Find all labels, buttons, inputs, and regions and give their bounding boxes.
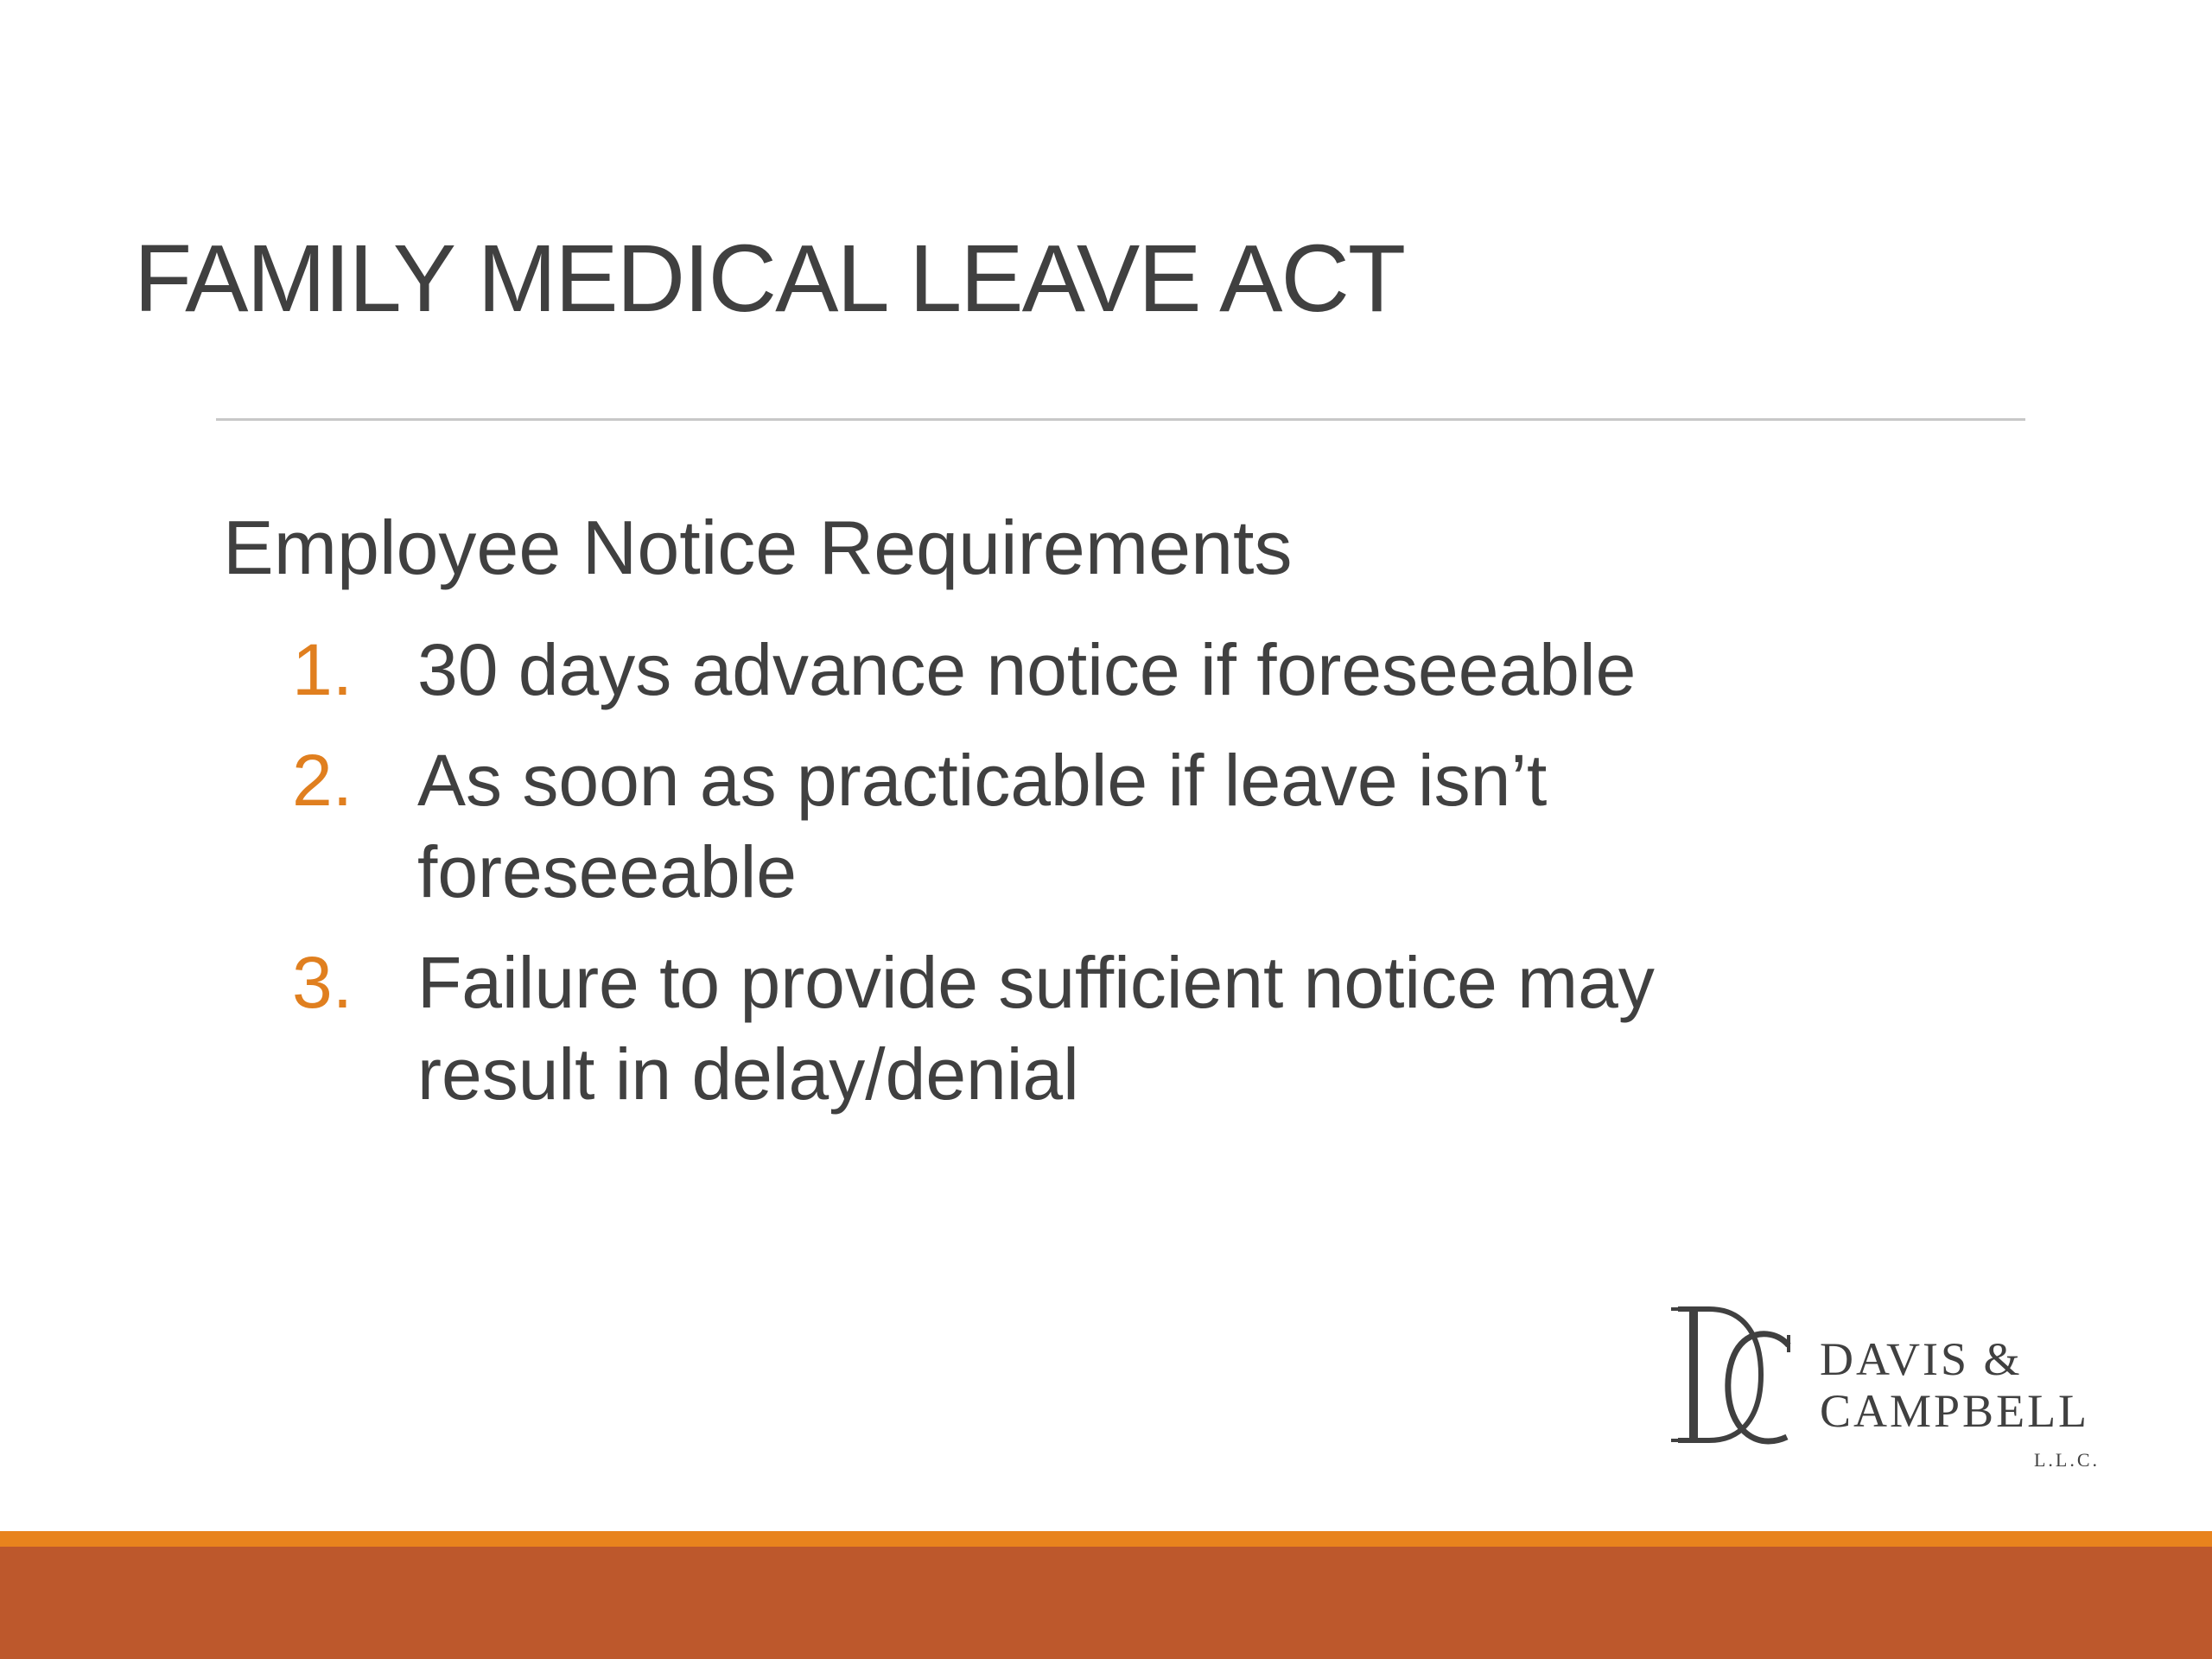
list-item-number: 2.: [292, 740, 353, 821]
slide-subheading: Employee Notice Requirements: [223, 505, 1293, 590]
firm-logo: [1668, 1300, 2100, 1473]
logo-line-2: CAMPBELL: [1820, 1385, 2090, 1437]
footer-band: [0, 1547, 2212, 1659]
list-item-text: As soon as practicable if leave isn’t foreseeable: [417, 740, 1548, 912]
list-item-text: 30 days advance notice if foreseeable: [417, 629, 1637, 710]
title-divider: [216, 418, 2025, 421]
list-item-text: Failure to provide sufficient notice may result in delay/denial: [417, 942, 1655, 1115]
logo-suffix: L.L.C.: [2033, 1449, 2100, 1471]
notice-list: [292, 624, 1847, 1139]
list-item-number: 3.: [292, 942, 353, 1023]
logo-wordmark: [1820, 1333, 2089, 1437]
list-item: [292, 937, 1847, 1120]
dc-monogram-icon: [1668, 1300, 1797, 1456]
slide-title: FAMILY MEDICAL LEAVE ACT: [134, 226, 1405, 332]
list-item-number: 1.: [292, 629, 353, 710]
logo-line-1: DAVIS &: [1820, 1333, 2023, 1385]
footer-accent-stripe: [0, 1531, 2212, 1547]
list-item: [292, 734, 1847, 918]
list-item: [292, 624, 1847, 715]
